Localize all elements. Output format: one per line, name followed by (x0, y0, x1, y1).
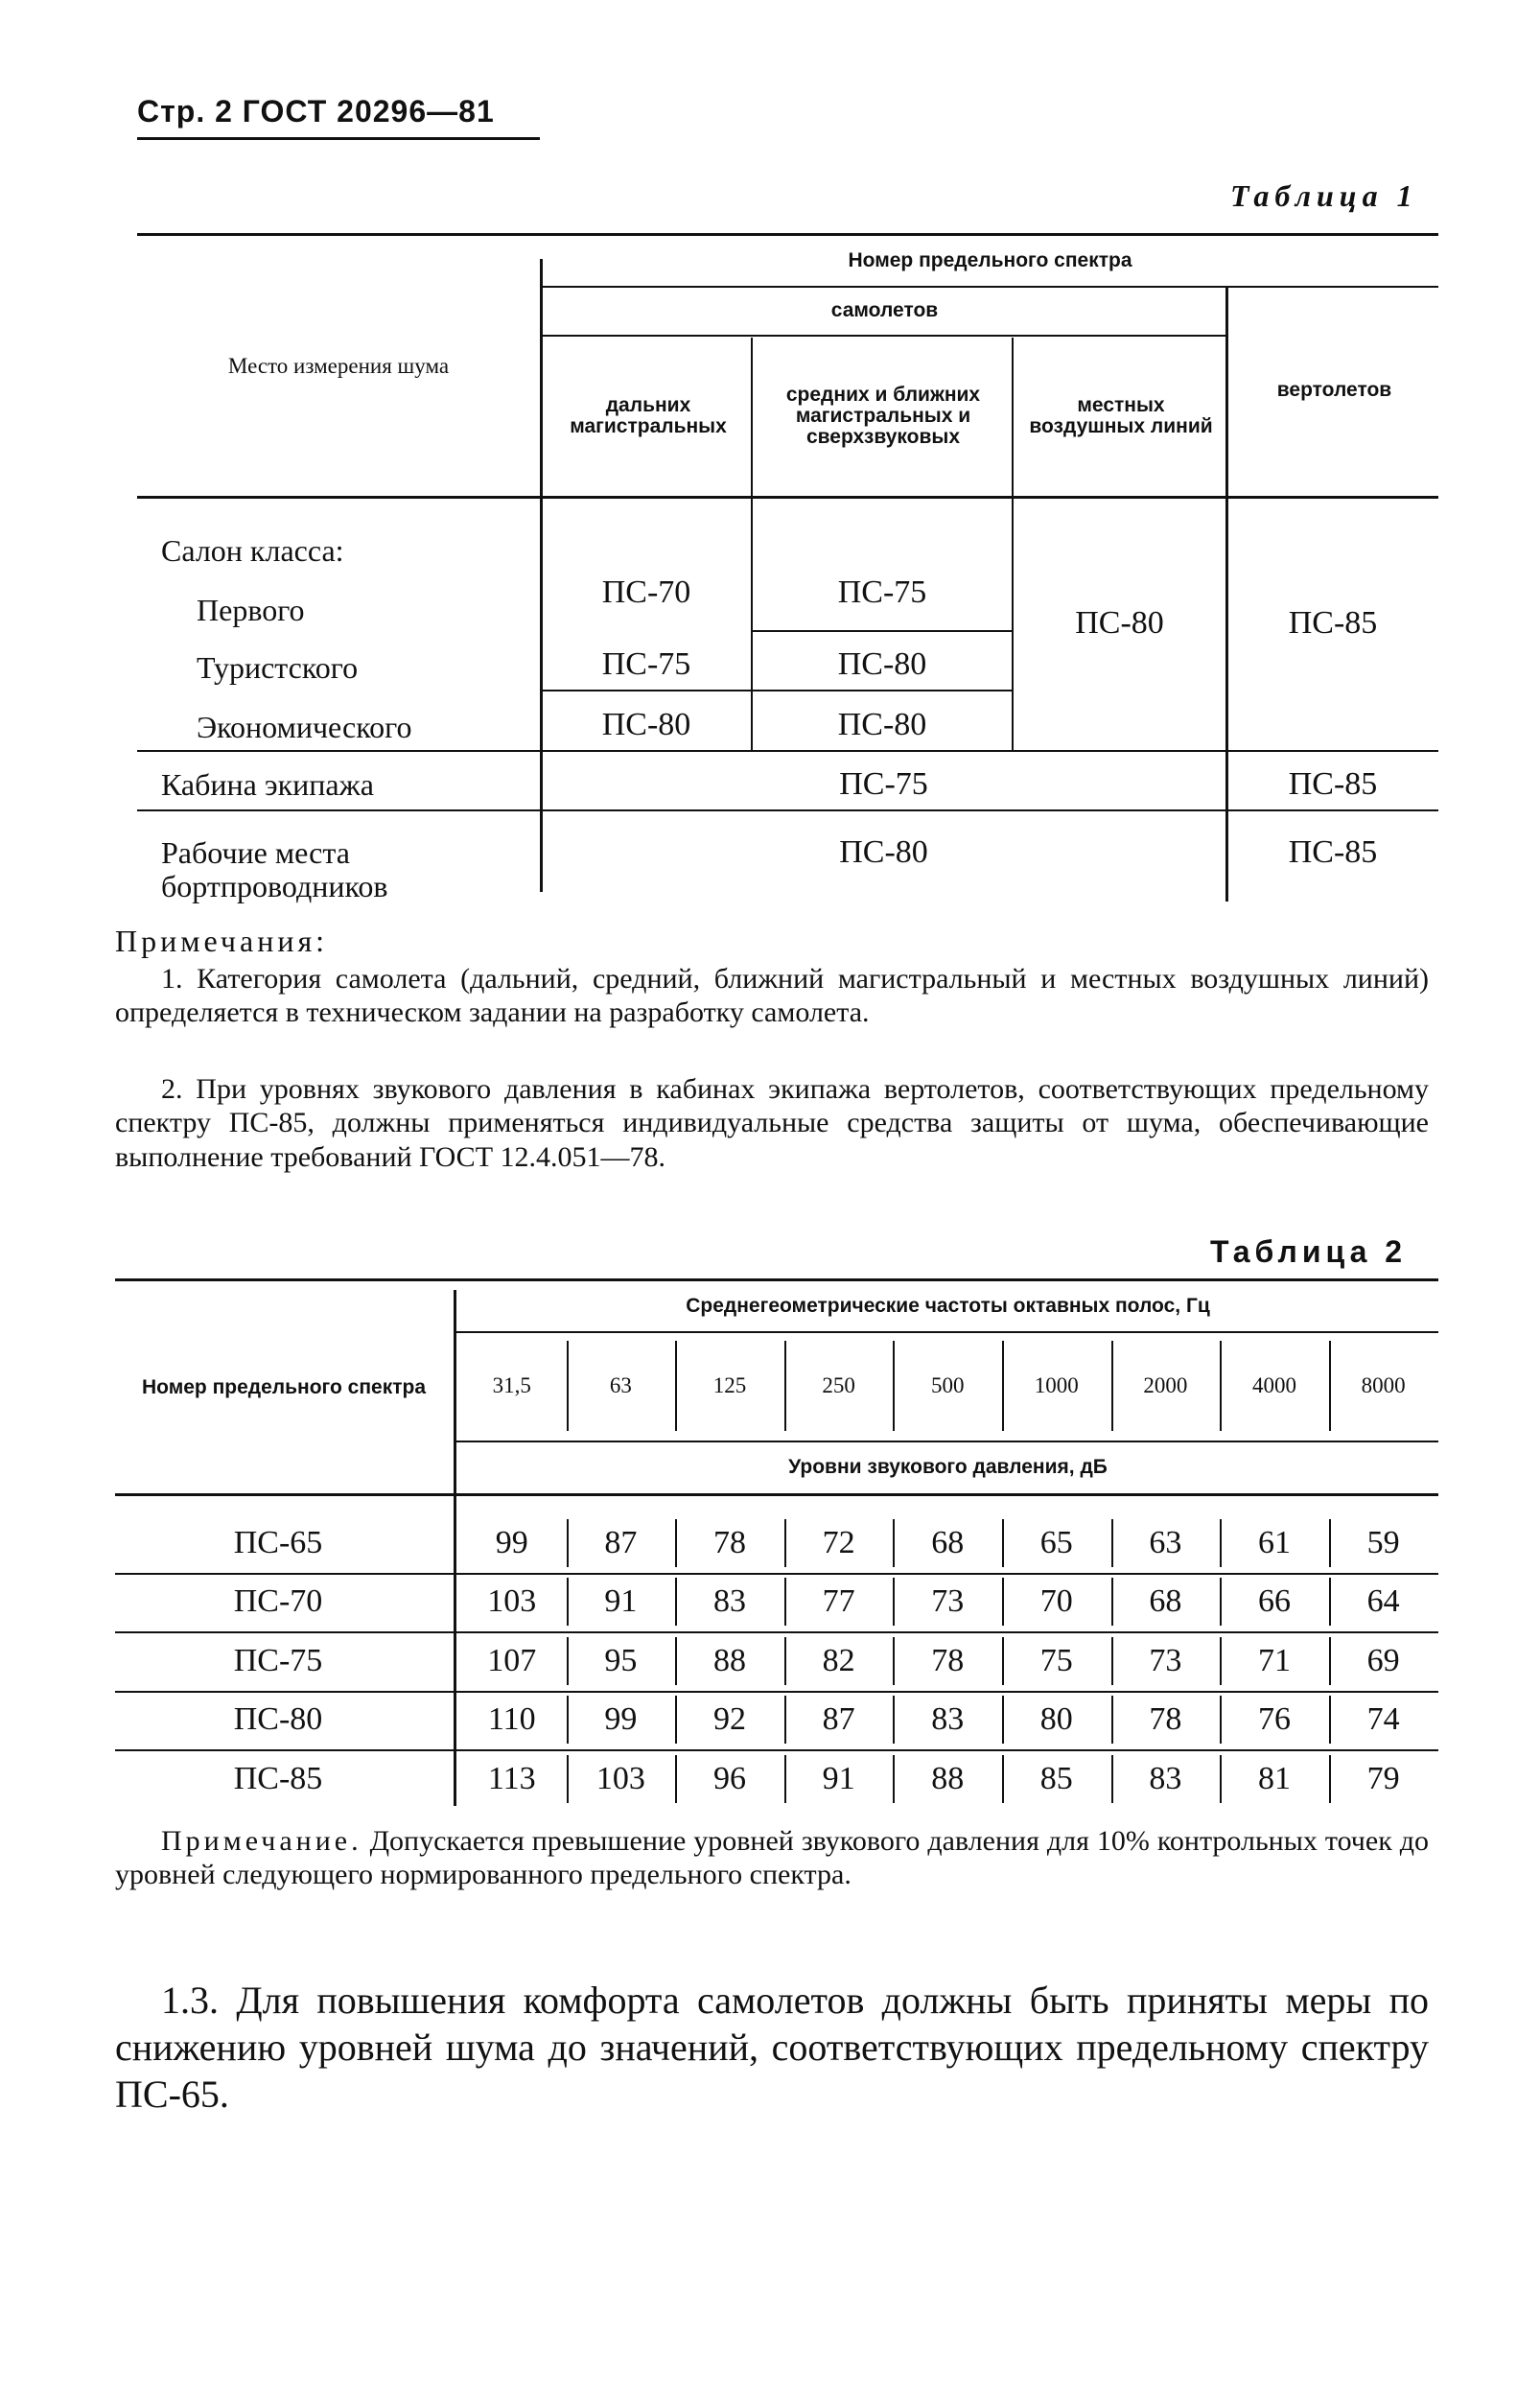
level-divider (784, 1637, 786, 1685)
notes1-title: Примечания: (115, 924, 329, 958)
salon-label: Салон класса: (161, 533, 344, 568)
table1-aircraft-rule (542, 335, 1227, 337)
level-value-cell: 107 (487, 1643, 537, 1679)
level-value-cell: 79 (1366, 1761, 1400, 1797)
notes1-item-2: 2. При уровнях звукового давления в кабинах экипажа вертолетов, соответствующих предельному спектру ПС-85, должны применяться индивидуальные средства защиты от шума, обеспечивающие выполнение требований ГОСТ 12.4.051—78. (115, 1073, 1429, 1173)
paragraph-1-3: 1.3. Для повышения комфорта самолетов должны быть приняты меры по снижению уровней шума до значений, соответствующих предельному спектру ПС-65. (115, 1979, 1429, 2116)
frequency-header-cell: 1000 (1034, 1372, 1079, 1397)
row-label-economy: Экономического (197, 710, 412, 744)
col-long-haul: дальних магистральных (570, 393, 727, 437)
level-value-cell: 65 (1039, 1525, 1073, 1561)
col-aircraft: самолетов (830, 298, 939, 321)
value-economy-mid: ПС-80 (837, 707, 927, 743)
table2-levels-rule (455, 1441, 1438, 1442)
level-value-cell: 80 (1039, 1701, 1073, 1738)
level-value-cell: 88 (712, 1643, 746, 1679)
level-value-cell: 73 (1149, 1643, 1182, 1679)
level-value-cell: 75 (1039, 1643, 1073, 1679)
level-divider (1002, 1519, 1004, 1567)
col-spectrum-group: Номер предельного спектра (848, 248, 1132, 271)
level-divider (1220, 1637, 1222, 1685)
frequency-divider (675, 1341, 677, 1431)
level-value-cell: 91 (822, 1761, 855, 1797)
level-divider (1220, 1519, 1222, 1567)
level-value-cell: 103 (595, 1761, 645, 1797)
table2-top-rule (115, 1278, 1438, 1281)
notes1-item-1: 1. Категория самолета (дальний, средний, ближний магистральный и местных воздушных линий) определяется в техническом задании на разработку самолета. (115, 963, 1429, 1029)
frequency-header-cell: 2000 (1143, 1372, 1188, 1397)
table1-caption: Таблица 1 (1230, 178, 1418, 213)
table2-caption: Таблица 2 (1210, 1234, 1408, 1269)
level-value-cell: 99 (495, 1525, 528, 1561)
table1-salon-rule (137, 750, 1438, 752)
col-spectrum-number: Номер предельного спектра (141, 1376, 427, 1399)
level-divider (1002, 1696, 1004, 1744)
level-value-cell: 68 (931, 1525, 965, 1561)
level-divider (893, 1519, 895, 1567)
level-divider (567, 1519, 569, 1567)
level-value-cell: 70 (1039, 1583, 1073, 1620)
level-value-cell: 78 (1149, 1701, 1182, 1738)
level-value-cell: 85 (1039, 1761, 1073, 1797)
level-value-cell: 82 (822, 1643, 855, 1679)
level-divider (1329, 1519, 1331, 1567)
col-medium-haul: средних и ближних магистральных и сверхзвуковых (785, 383, 981, 449)
frequency-divider (1329, 1341, 1331, 1431)
level-value-cell: 87 (604, 1525, 638, 1561)
level-value-cell: 71 (1257, 1643, 1291, 1679)
note2-title: Примечание. (161, 1825, 362, 1857)
note2-text: Допускается превышение уровней звукового давления для 10% контрольных точек до уровней следующего нормированного предельного спектра. (115, 1825, 1430, 1891)
level-divider (567, 1696, 569, 1744)
level-divider (567, 1637, 569, 1685)
value-cabin-aircraft: ПС-75 (839, 766, 928, 803)
level-divider (784, 1578, 786, 1626)
level-divider (1329, 1696, 1331, 1744)
level-divider (675, 1578, 677, 1626)
level-divider (1220, 1696, 1222, 1744)
level-divider (567, 1578, 569, 1626)
value-tourist-mid: ПС-80 (837, 646, 927, 683)
col-place: Место измерения шума (227, 354, 450, 379)
frequency-header-cell: 31,5 (492, 1372, 531, 1397)
frequency-divider (1002, 1341, 1004, 1431)
table2-row-rule (115, 1573, 1438, 1575)
frequency-header-cell: 63 (609, 1372, 632, 1397)
level-divider (893, 1637, 895, 1685)
level-value-cell: 77 (822, 1583, 855, 1620)
table1-cabin-rule (137, 809, 1438, 811)
spectrum-row-label: ПС-65 (233, 1525, 323, 1561)
table2-row-rule (115, 1691, 1438, 1693)
level-divider (675, 1637, 677, 1685)
table1-vline-long (751, 338, 753, 750)
value-first-long: ПС-70 (601, 574, 691, 611)
frequency-divider (567, 1341, 569, 1431)
value-workplace-aircraft: ПС-80 (839, 834, 928, 871)
level-value-cell: 91 (604, 1583, 638, 1620)
table2-row-rule (115, 1631, 1438, 1633)
level-value-cell: 83 (712, 1583, 746, 1620)
level-value-cell: 81 (1257, 1761, 1291, 1797)
level-divider (1111, 1578, 1113, 1626)
level-divider (1111, 1519, 1113, 1567)
value-salon-local: ПС-80 (1075, 605, 1164, 642)
level-value-cell: 61 (1257, 1525, 1291, 1561)
frequency-divider (1111, 1341, 1113, 1431)
frequency-header-cell: 8000 (1361, 1372, 1406, 1397)
level-value-cell: 103 (487, 1583, 537, 1620)
level-value-cell: 92 (712, 1701, 746, 1738)
level-divider (893, 1755, 895, 1803)
frequency-divider (1220, 1341, 1222, 1431)
value-tourist-long: ПС-75 (601, 646, 691, 683)
level-divider (675, 1696, 677, 1744)
level-divider (784, 1696, 786, 1744)
level-divider (784, 1519, 786, 1567)
row-label-first: Первого (197, 593, 305, 627)
frequency-header-cell: 4000 (1251, 1372, 1296, 1397)
table2-row-rule (115, 1749, 1438, 1751)
row-label-cabin: Кабина экипажа (161, 767, 374, 802)
level-divider (784, 1755, 786, 1803)
level-value-cell: 99 (604, 1701, 638, 1738)
level-divider (1329, 1578, 1331, 1626)
table1-row-rule-1 (753, 630, 1012, 632)
level-value-cell: 113 (487, 1761, 536, 1797)
level-value-cell: 76 (1257, 1701, 1291, 1738)
level-value-cell: 72 (822, 1525, 855, 1561)
level-divider (1220, 1578, 1222, 1626)
level-value-cell: 63 (1149, 1525, 1182, 1561)
frequency-header-cell: 500 (930, 1372, 965, 1397)
level-value-cell: 68 (1149, 1583, 1182, 1620)
frequency-divider (893, 1341, 895, 1431)
level-divider (1002, 1755, 1004, 1803)
level-value-cell: 87 (822, 1701, 855, 1738)
level-value-cell: 110 (487, 1701, 536, 1738)
row-label-workplace: Рабочие места бортпроводников (161, 835, 388, 904)
level-divider (675, 1519, 677, 1567)
spectrum-row-label: ПС-85 (233, 1761, 323, 1797)
col-frequencies-title: Среднегеометрические частоты октавных полос, Гц (686, 1294, 1210, 1317)
table1-vline-mid (1012, 338, 1014, 750)
level-divider (567, 1755, 569, 1803)
table1-top-rule (137, 233, 1438, 236)
spectrum-row-label: ПС-70 (233, 1583, 323, 1620)
level-divider (893, 1578, 895, 1626)
value-first-mid: ПС-75 (837, 574, 927, 611)
level-divider (1111, 1696, 1113, 1744)
level-divider (1111, 1755, 1113, 1803)
table1-row-rule-2 (542, 690, 1012, 691)
note2 (115, 1824, 1429, 1892)
level-value-cell: 88 (931, 1761, 965, 1797)
level-value-cell: 66 (1257, 1583, 1291, 1620)
level-divider (675, 1755, 677, 1803)
page-header: Стр. 2 ГОСТ 20296—81 (137, 94, 540, 140)
table1-header-rule (137, 496, 1438, 499)
frequency-header-cell: 250 (822, 1372, 855, 1397)
value-economy-long: ПС-80 (601, 707, 691, 743)
level-divider (1111, 1637, 1113, 1685)
row-label-tourist: Туристского (197, 650, 359, 685)
frequency-divider (784, 1341, 786, 1431)
level-value-cell: 83 (931, 1701, 965, 1738)
value-workplace-heli: ПС-85 (1288, 834, 1378, 871)
frequency-header-cell: 125 (712, 1372, 747, 1397)
col-helicopters: вертолетов (1276, 378, 1392, 401)
table2-header-rule (115, 1493, 1438, 1496)
level-value-cell: 59 (1366, 1525, 1400, 1561)
level-value-cell: 64 (1366, 1583, 1400, 1620)
col-local-lines: местных воздушных линий (1029, 393, 1213, 437)
level-divider (1002, 1578, 1004, 1626)
level-value-cell: 78 (712, 1525, 746, 1561)
level-value-cell: 73 (931, 1583, 965, 1620)
level-divider (1002, 1637, 1004, 1685)
spectrum-row-label: ПС-80 (233, 1701, 323, 1738)
value-cabin-heli: ПС-85 (1288, 766, 1378, 803)
level-value-cell: 69 (1366, 1643, 1400, 1679)
level-divider (893, 1696, 895, 1744)
table2-vline-main (454, 1290, 456, 1806)
level-divider (1220, 1755, 1222, 1803)
level-value-cell: 78 (931, 1643, 965, 1679)
spectrum-row-label: ПС-75 (233, 1643, 323, 1679)
value-salon-heli: ПС-85 (1288, 605, 1378, 642)
level-divider (1329, 1637, 1331, 1685)
col-levels-title: Уровни звукового давления, дБ (788, 1455, 1108, 1478)
level-value-cell: 96 (712, 1761, 746, 1797)
level-value-cell: 95 (604, 1643, 638, 1679)
level-value-cell: 74 (1366, 1701, 1400, 1738)
level-divider (1329, 1755, 1331, 1803)
level-value-cell: 83 (1149, 1761, 1182, 1797)
